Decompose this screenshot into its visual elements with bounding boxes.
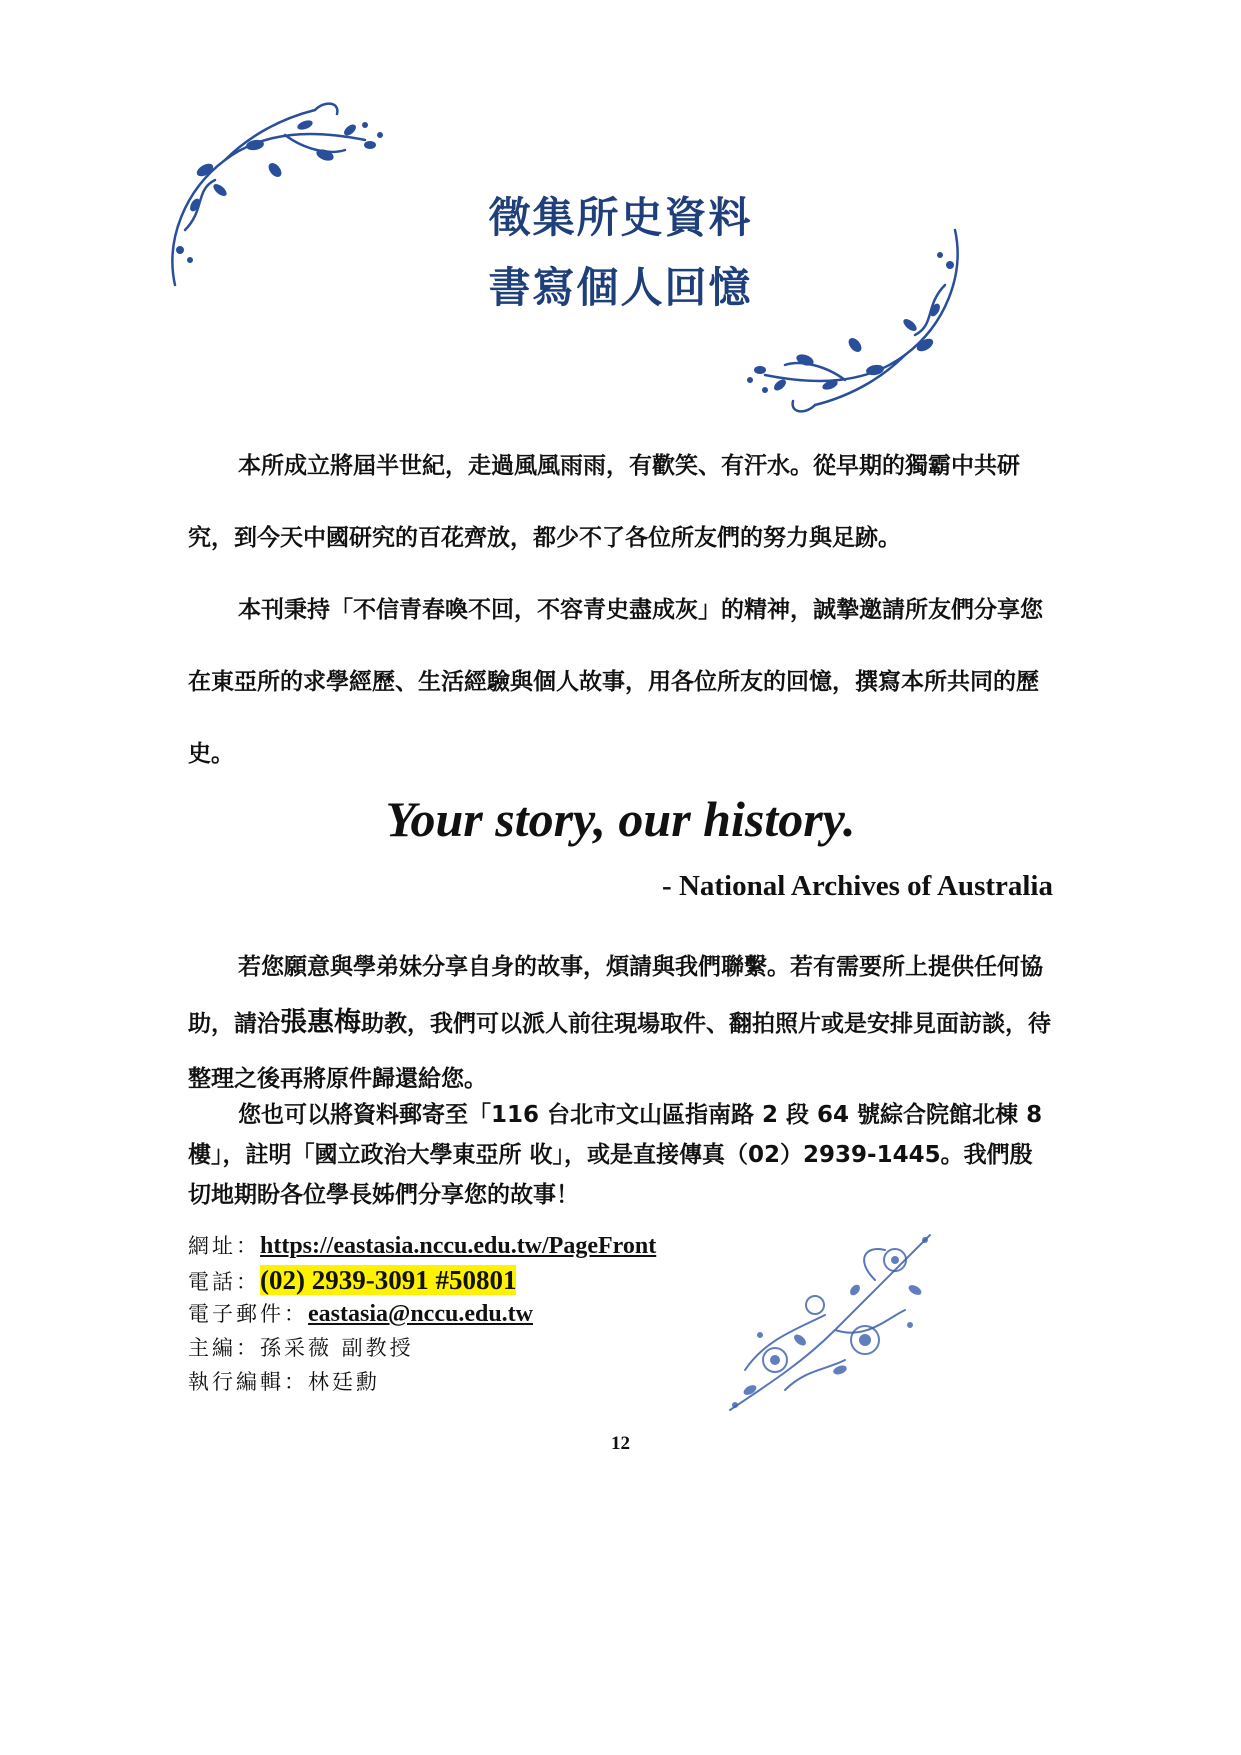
exec-editor-line <box>188 1364 380 1400</box>
phone-label: 電話： <box>188 1270 260 1294</box>
contact-person-name: 張惠梅 <box>280 1007 361 1038</box>
phone-number: (02) 2939-3091 #50801 <box>260 1265 517 1295</box>
contact-text-after-name: 助教，我們可以派人前往現場取件、翻拍照片或是安排見面訪談，待整理之後再將原件歸還給您。 <box>188 1011 1051 1092</box>
intro-paragraph-2: 本刊秉持「不信青春喚不回，不容青史盡成灰」的精神，誠摯邀請所友們分享您在東亞所的求學經歷、生活經驗與個人故事，用各位所友的回憶，撰寫本所共同的歷史。 <box>188 597 1043 767</box>
contact-paragraph-1 <box>188 940 1054 1107</box>
editor-label: 主編： <box>188 1336 260 1360</box>
email-link[interactable]: eastasia@nccu.edu.tw <box>308 1301 533 1327</box>
editor-name: 孫采薇 副教授 <box>260 1336 414 1360</box>
email-label: 電子郵件： <box>188 1302 308 1326</box>
quote-text: Your story, our history. <box>385 791 856 847</box>
page-title-line-2: 書寫個人回憶 <box>488 263 753 312</box>
website-line <box>188 1228 656 1264</box>
exec-editor-name: 林廷勳 <box>308 1370 380 1394</box>
editor-line <box>188 1330 414 1366</box>
intro-paragraph-1: 本所成立將屆半世紀，走過風風雨雨，有歡笑、有汗水。從早期的獨霸中共研究，到今天中國研究的百花齊放，都少不了各位所友們的努力與足跡。 <box>188 453 1020 551</box>
website-label: 網址： <box>188 1234 260 1258</box>
contact-paragraph-2: 您也可以將資料郵寄至「116 台北市文山區指南路 2 段 64 號綜合院館北棟 8 樓」，註明「國立政治大學東亞所 收」，或是直接傳真（02）2939-1445。我們殷切地期盼各位學長姊們分享您的故事！ <box>188 1102 1043 1208</box>
floral-ornament-top-right-icon <box>735 225 965 415</box>
page-number: 12 <box>611 1433 630 1454</box>
website-link[interactable]: https://eastasia.nccu.edu.tw/PageFront <box>260 1233 657 1259</box>
exec-editor-label: 執行編輯： <box>188 1370 308 1394</box>
quote-attribution: - National Archives of Australia <box>662 870 1053 902</box>
floral-band-ornament-icon <box>715 1220 945 1420</box>
page-title-line-1: 徵集所史資料 <box>488 193 753 242</box>
contact-text-before-name: 若您願意與學弟妹分享自身的故事，煩請與我們聯繫。若有需要所上提供任何協助，請洽 <box>188 954 1043 1037</box>
phone-line <box>188 1262 516 1298</box>
email-line <box>188 1296 533 1332</box>
